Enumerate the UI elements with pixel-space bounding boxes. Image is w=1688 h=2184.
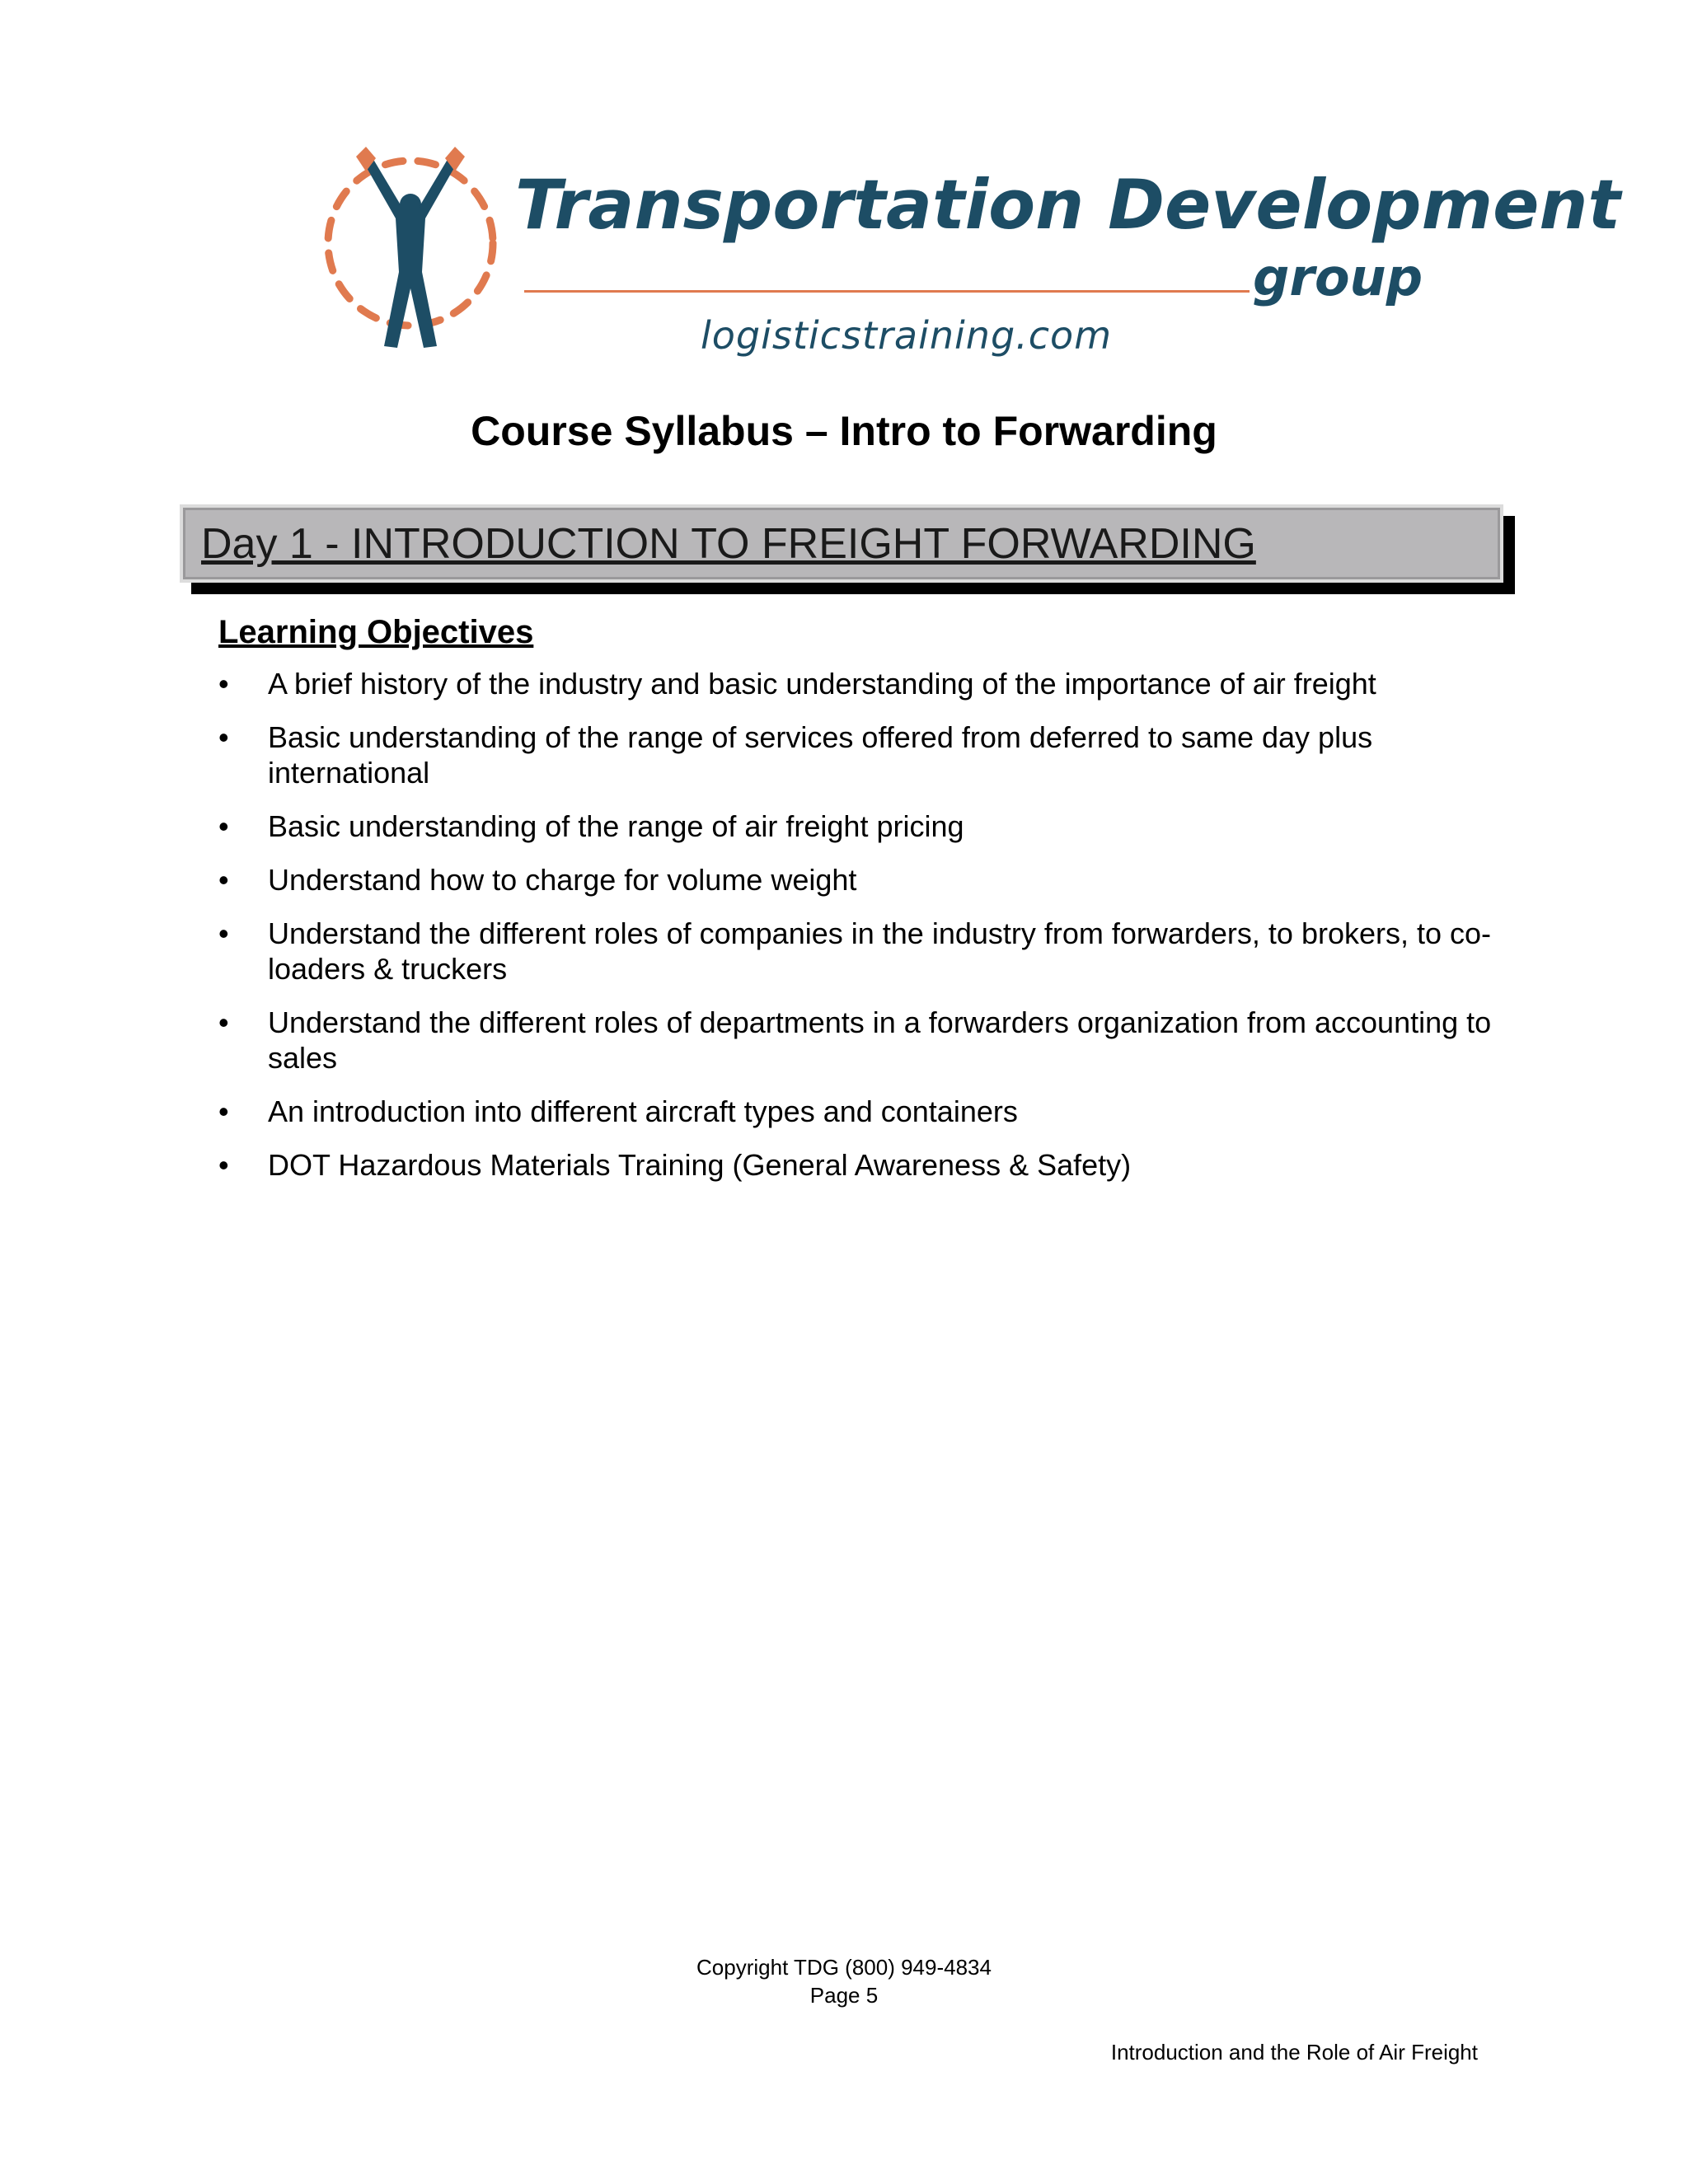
logo-brand-name: Transportation Development	[515, 165, 1621, 245]
logo-figure-icon	[313, 140, 511, 363]
objective-text: Understand how to charge for volume weight	[268, 863, 857, 897]
bullet-icon: •	[218, 1094, 229, 1128]
bullet-icon: •	[218, 1005, 229, 1039]
list-item	[218, 916, 1504, 987]
logo-divider	[524, 290, 1250, 293]
bullet-icon: •	[218, 667, 229, 701]
list-item	[218, 1094, 1504, 1129]
bullet-icon: •	[218, 863, 229, 897]
footer-running-title: Introduction and the Role of Air Freight	[1110, 2040, 1478, 2064]
list-item	[218, 808, 1504, 844]
footer-page-number: Page 5	[809, 1983, 879, 2008]
list-item	[218, 1147, 1504, 1183]
list-item	[218, 1005, 1504, 1076]
objective-text: Understand the different roles of companies in the industry from forwarders, to brokers, to co-loaders & truckers	[268, 916, 1492, 986]
section-heading-panel	[180, 504, 1503, 583]
section-heading: Day 1 - INTRODUCTION TO FREIGHT FORWARDING	[201, 520, 1256, 568]
objective-text: DOT Hazardous Materials Training (General Awareness & Safety)	[268, 1148, 1132, 1182]
section-heading-box	[180, 504, 1503, 583]
bullet-icon: •	[218, 916, 229, 950]
objectives-list	[218, 666, 1504, 1201]
page-title: Course Syllabus – Intro to Forwarding	[471, 408, 1217, 454]
objectives-heading: Learning Objectives	[218, 614, 534, 650]
objective-text: Basic understanding of the range of services offered from deferred to same day plus international	[268, 720, 1373, 790]
footer-copyright: Copyright TDG (800) 949-4834	[696, 1955, 992, 1980]
objective-text: An introduction into different aircraft types and containers	[268, 1094, 1018, 1128]
objective-text: Understand the different roles of departments in a forwarders organization from accounting to sales	[268, 1005, 1492, 1075]
bullet-icon: •	[218, 720, 229, 754]
list-item	[218, 862, 1504, 898]
objective-text: Basic understanding of the range of air freight pricing	[268, 809, 964, 843]
bullet-icon: •	[218, 1148, 229, 1182]
logo-brand-suffix: group	[1253, 247, 1423, 307]
logo-website: logisticstraining.com	[701, 313, 1113, 358]
bullet-icon: •	[218, 809, 229, 843]
list-item	[218, 719, 1504, 790]
objective-text: A brief history of the industry and basic understanding of the importance of air freight	[268, 667, 1376, 701]
list-item	[218, 666, 1504, 701]
